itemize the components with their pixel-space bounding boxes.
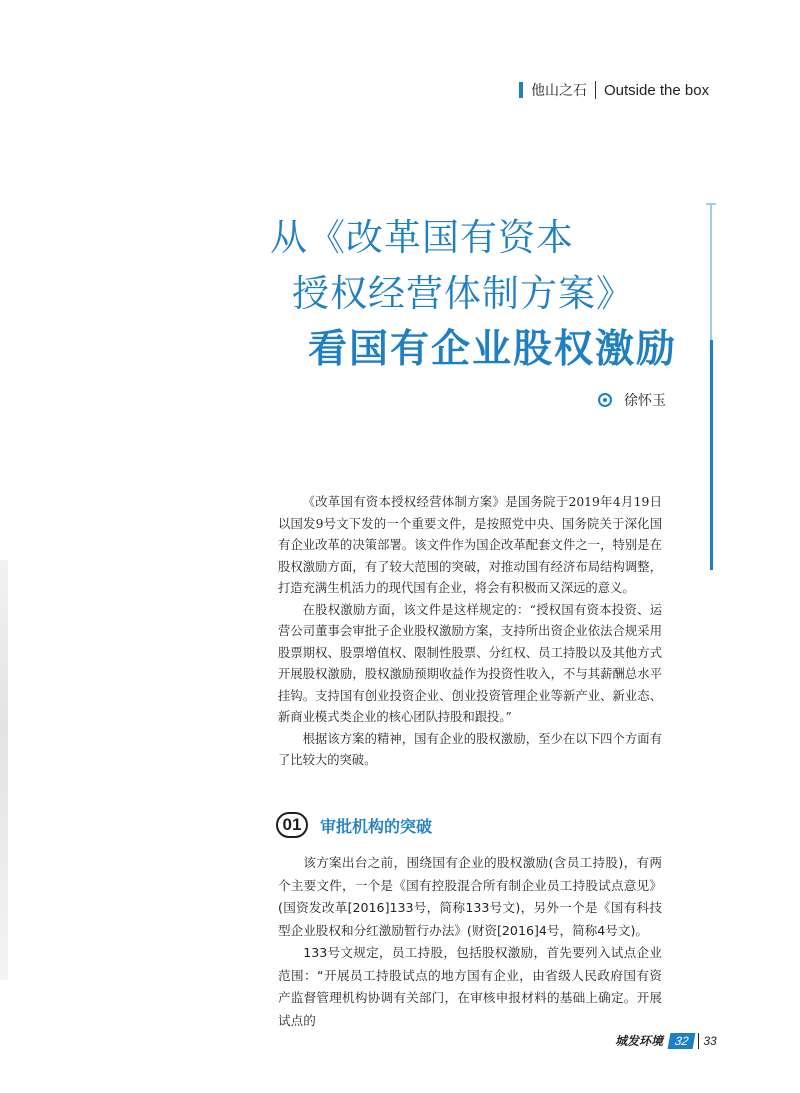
page-number-next: 33	[698, 1033, 720, 1049]
paragraph: 在股权激励方面，该文件是这样规定的：“授权国有资本投资、运营公司董事会审批子企业股权激励方案，支持所出资企业依法合规采用股票期权、股票增值权、限制性股票、分红权、员工持股以及其他方式开展股权激励，股权激励预期收益作为投资性收入，不与其薪酬总水平挂钩。支持国有创业投资企业、创业投资管理企业等新产业、新业态、新商业模式类企业的核心团队持股和跟投。”	[278, 602, 662, 724]
page-footer	[615, 1032, 721, 1049]
section-heading	[276, 812, 432, 838]
paragraph: 《改革国有资本授权经营体制方案》是国务院于2019年4月19日以国发9号文下发的一个重要文件，是按照党中央、国务院关于深化国有企业改革的决策部署。该文件作为国企改革配套文件之一，特别是在股权激励方面，有了较大范围的突破，对推动国有经济布局结构调整，打造充满生机活力的现代国有企业，将会有积极而又深远的意义。	[278, 495, 662, 595]
article-title-line-3: 看国有企业股权激励	[308, 327, 678, 372]
column-name-en: Outside the box	[604, 81, 710, 99]
author-name: 徐怀玉	[624, 393, 666, 409]
magazine-name: 城发环境	[615, 1034, 664, 1048]
article-title-line-1: 从《改革国有资本	[270, 216, 574, 259]
page-edge-shading	[0, 560, 8, 980]
paragraph: 该方案出台之前，围绕国有企业的股权激励(含员工持股)，有两个主要文件，一个是《国有控股混合所有制企业员工持股试点意见》(国资发改革[2016]133号，简称133号文)，另外一个是《国有科技型企业股权和分红激励暂行办法》(财资[2016]4号，简称4号文)。	[278, 855, 662, 938]
article-title-line-2: 授权经营体制方案》	[292, 272, 634, 315]
section-number: 01	[276, 812, 308, 838]
page-number-current: 32	[668, 1033, 696, 1049]
intro-text	[278, 492, 662, 772]
paragraph: 133号文规定，员工持股，包括股权激励，首先要列入试点企业范围：“开展员工持股试点的地方国有企业，由省级人民政府国有资产监督管理机构协调有关部门，在审核申报材料的基础上确定。开展试点的	[278, 945, 662, 1028]
column-divider	[595, 81, 596, 99]
column-name-cn: 他山之石	[531, 83, 587, 99]
column-accent-bar	[519, 82, 523, 98]
target-bullet-icon	[598, 393, 612, 407]
section-text	[278, 852, 662, 1032]
paragraph: 根据该方案的精神，国有企业的股权激励，至少在以下四个方面有了比较大的突破。	[278, 731, 662, 767]
section-title: 审批机构的突破	[320, 816, 433, 836]
column-header	[519, 80, 709, 100]
right-rule-accent	[710, 340, 713, 570]
byline	[598, 390, 666, 410]
